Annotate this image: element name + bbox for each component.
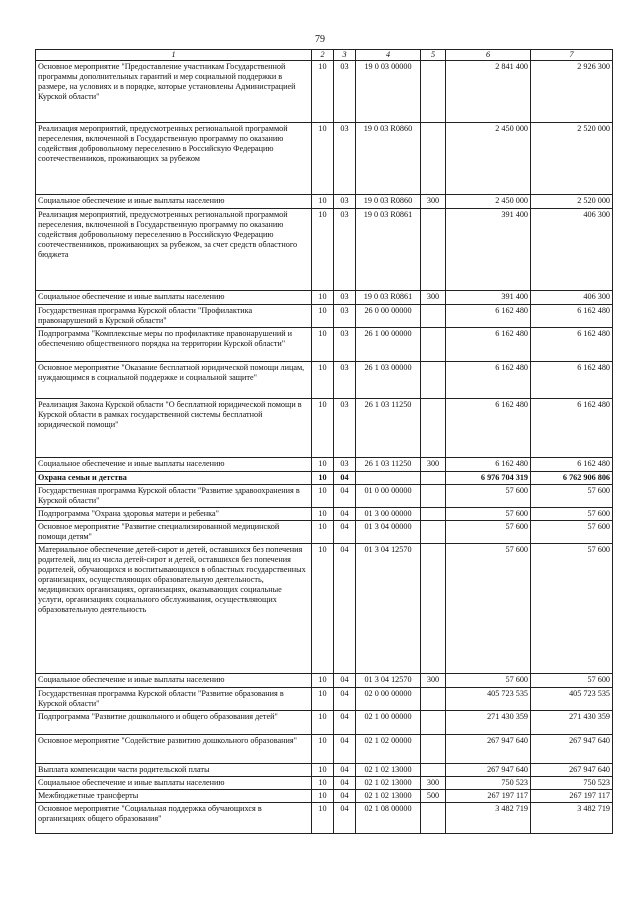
cell-amount-year2: 267 197 117 [531,790,613,803]
table-row [36,472,613,485]
cell-amount-year2: 406 300 [531,291,613,305]
cell-name: Государственная программа Курской области "Профилактика правонарушений в Курской области" [36,305,312,328]
cell-amount-year2: 6 162 480 [531,399,613,458]
cell-expense-type: 300 [421,777,446,790]
table-row [36,735,613,764]
cell-target-article: 19 0 03 R0861 [356,291,421,305]
cell-amount-year2: 2 520 000 [531,123,613,195]
cell-target-article: 02 0 00 00000 [356,688,421,711]
cell-expense-type [421,544,446,674]
table-row [36,328,613,362]
cell-section: 10 [312,688,334,711]
cell-section: 10 [312,209,334,291]
cell-expense-type [421,328,446,362]
cell-target-article: 01 3 04 12570 [356,544,421,674]
cell-expense-type [421,711,446,735]
cell-amount-year2: 2 520 000 [531,195,613,209]
cell-name: Государственная программа Курской области "Развитие здравоохранения в Курской области" [36,485,312,508]
cell-amount-year2: 57 600 [531,508,613,521]
cell-subsection: 04 [334,688,356,711]
cell-amount-year2: 271 430 359 [531,711,613,735]
cell-subsection: 04 [334,803,356,834]
cell-amount-year1: 6 162 480 [446,362,531,399]
cell-subsection: 03 [334,195,356,209]
cell-name: Реализация Закона Курской области "О бесплатной юридической помощи в Курской области в рамках государственной системы бесплатной юридической помощи" [36,399,312,458]
table-row [36,777,613,790]
cell-target-article: 01 3 04 00000 [356,521,421,544]
cell-subsection: 03 [334,123,356,195]
cell-subsection: 04 [334,790,356,803]
header-cell: 5 [421,50,446,61]
table-row [36,521,613,544]
cell-amount-year2: 6 162 480 [531,458,613,472]
cell-amount-year2: 6 162 480 [531,328,613,362]
cell-target-article: 26 1 03 11250 [356,399,421,458]
cell-amount-year1: 57 600 [446,674,531,688]
budget-table [35,49,613,834]
cell-section: 10 [312,458,334,472]
cell-name: Подпрограмма "Охрана здоровья матери и ребенка" [36,508,312,521]
cell-amount-year2: 6 162 480 [531,362,613,399]
cell-expense-type: 300 [421,458,446,472]
cell-amount-year2: 57 600 [531,674,613,688]
cell-amount-year1: 57 600 [446,485,531,508]
table-row [36,485,613,508]
cell-target-article: 19 0 03 00000 [356,61,421,123]
table-row [36,711,613,735]
cell-section: 10 [312,399,334,458]
table-row [36,291,613,305]
cell-target-article: 02 1 02 13000 [356,764,421,777]
table-row [36,61,613,123]
table-row [36,305,613,328]
cell-amount-year2: 405 723 535 [531,688,613,711]
cell-amount-year1: 267 197 117 [446,790,531,803]
cell-name: Основное мероприятие "Оказание бесплатной юридической помощи лицам, нуждающимся в социальной поддержке и социальной защите" [36,362,312,399]
cell-expense-type [421,764,446,777]
cell-subsection: 04 [334,711,356,735]
cell-target-article: 19 0 03 R0860 [356,195,421,209]
cell-expense-type [421,362,446,399]
cell-subsection: 03 [334,399,356,458]
cell-subsection: 04 [334,472,356,485]
cell-expense-type [421,485,446,508]
cell-subsection: 03 [334,362,356,399]
table-body [36,61,613,834]
cell-amount-year1: 6 162 480 [446,328,531,362]
cell-target-article: 26 1 03 00000 [356,362,421,399]
cell-name: Реализация мероприятий, предусмотренных региональной программой переселения, включенной в Государственную программу по оказанию содействия добровольному переселению в Российскую Федерацию соотечественников, проживающих за рубежом [36,123,312,195]
cell-section: 10 [312,674,334,688]
table-row [36,399,613,458]
cell-amount-year1: 2 450 000 [446,195,531,209]
cell-section: 10 [312,485,334,508]
cell-section: 10 [312,328,334,362]
cell-name: Социальное обеспечение и иные выплаты населению [36,291,312,305]
cell-name: Охрана семьи и детства [36,472,312,485]
table-row [36,209,613,291]
header-cell: 1 [36,50,312,61]
cell-target-article: 01 0 00 00000 [356,485,421,508]
cell-section: 10 [312,472,334,485]
cell-name: Выплата компенсации части родительской платы [36,764,312,777]
header-cell: 2 [312,50,334,61]
cell-expense-type [421,521,446,544]
cell-subsection: 03 [334,291,356,305]
cell-section: 10 [312,195,334,209]
cell-amount-year1: 57 600 [446,544,531,674]
table-row [36,688,613,711]
cell-amount-year1: 391 400 [446,209,531,291]
cell-section: 10 [312,61,334,123]
cell-expense-type: 300 [421,674,446,688]
cell-section: 10 [312,790,334,803]
table-row [36,544,613,674]
header-cell: 4 [356,50,421,61]
cell-target-article: 02 1 08 00000 [356,803,421,834]
cell-section: 10 [312,711,334,735]
cell-expense-type [421,688,446,711]
cell-amount-year1: 405 723 535 [446,688,531,711]
cell-amount-year1: 2 841 400 [446,61,531,123]
cell-subsection: 04 [334,485,356,508]
cell-target-article: 02 1 02 00000 [356,735,421,764]
cell-amount-year1: 57 600 [446,521,531,544]
table-row [36,195,613,209]
cell-name: Подпрограмма "Развитие дошкольного и общего образования детей" [36,711,312,735]
cell-expense-type [421,803,446,834]
cell-name: Подпрограмма "Комплексные меры по профилактике правонарушений и обеспечению общественного порядка на территории Курской области" [36,328,312,362]
cell-target-article: 26 1 03 11250 [356,458,421,472]
cell-section: 10 [312,123,334,195]
cell-amount-year2: 6 762 906 806 [531,472,613,485]
cell-amount-year2: 6 162 480 [531,305,613,328]
cell-section: 10 [312,305,334,328]
cell-amount-year1: 271 430 359 [446,711,531,735]
cell-amount-year2: 57 600 [531,521,613,544]
cell-amount-year1: 57 600 [446,508,531,521]
cell-subsection: 04 [334,735,356,764]
cell-section: 10 [312,777,334,790]
header-cell: 3 [334,50,356,61]
cell-subsection: 04 [334,777,356,790]
table-row [36,508,613,521]
table-row [36,803,613,834]
cell-expense-type [421,508,446,521]
cell-target-article: 26 0 00 00000 [356,305,421,328]
cell-subsection: 03 [334,209,356,291]
cell-name: Социальное обеспечение и иные выплаты населению [36,195,312,209]
cell-subsection: 03 [334,305,356,328]
cell-target-article: 26 1 00 00000 [356,328,421,362]
cell-amount-year2: 267 947 640 [531,735,613,764]
cell-amount-year2: 267 947 640 [531,764,613,777]
cell-target-article: 02 1 02 13000 [356,790,421,803]
cell-expense-type [421,209,446,291]
cell-section: 10 [312,544,334,674]
cell-section: 10 [312,803,334,834]
table-row [36,764,613,777]
cell-amount-year2: 57 600 [531,544,613,674]
cell-subsection: 04 [334,521,356,544]
cell-name: Основное мероприятие "Социальная поддержка обучающихся в организациях общего образования" [36,803,312,834]
cell-target-article: 01 3 00 00000 [356,508,421,521]
cell-name: Основное мероприятие "Содействие развитию дошкольного образования" [36,735,312,764]
cell-expense-type [421,305,446,328]
cell-amount-year1: 6 976 704 319 [446,472,531,485]
cell-amount-year2: 57 600 [531,485,613,508]
cell-name: Социальное обеспечение и иные выплаты населению [36,458,312,472]
cell-amount-year2: 750 523 [531,777,613,790]
cell-section: 10 [312,764,334,777]
cell-amount-year1: 6 162 480 [446,399,531,458]
cell-subsection: 04 [334,544,356,674]
cell-target-article: 19 0 03 R0861 [356,209,421,291]
header-cell: 7 [531,50,613,61]
cell-target-article: 01 3 04 12570 [356,674,421,688]
cell-target-article: 02 1 00 00000 [356,711,421,735]
cell-amount-year2: 406 300 [531,209,613,291]
cell-name: Государственная программа Курской области "Развитие образования в Курской области" [36,688,312,711]
cell-subsection: 03 [334,458,356,472]
cell-expense-type [421,472,446,485]
table-row [36,790,613,803]
cell-name: Межбюджетные трансферты [36,790,312,803]
cell-expense-type [421,399,446,458]
table-row [36,123,613,195]
cell-section: 10 [312,735,334,764]
table-row [36,458,613,472]
cell-amount-year1: 267 947 640 [446,735,531,764]
cell-subsection: 03 [334,328,356,362]
cell-section: 10 [312,521,334,544]
cell-amount-year1: 750 523 [446,777,531,790]
cell-amount-year1: 267 947 640 [446,764,531,777]
cell-amount-year1: 6 162 480 [446,305,531,328]
cell-amount-year2: 2 926 300 [531,61,613,123]
header-cell: 6 [446,50,531,61]
header-row [36,50,613,61]
cell-name: Социальное обеспечение и иные выплаты населению [36,777,312,790]
cell-name: Материальное обеспечение детей-сирот и детей, оставшихся без попечения родителей, лиц из числа детей-сирот и детей, оставшихся без попечения родителей, обучающихся и воспитывающихся в областных государственных организациях, осуществляющих образовательную деятельность, медицинских организациях, организациях, оказывающих социальные услуги, организациях социального обслуживания, осуществляющих образовательную деятельность [36,544,312,674]
cell-target-article: 19 0 03 R0860 [356,123,421,195]
cell-amount-year2: 3 482 719 [531,803,613,834]
table-row [36,362,613,399]
cell-expense-type [421,61,446,123]
page-number: 79 [315,34,325,45]
cell-name: Реализация мероприятий, предусмотренных региональной программой переселения, включенной в Государственную программу по оказанию содействия добровольному переселению в Российскую Федерацию соотечественников, проживающих за рубежом, за счет средств областного бюджета [36,209,312,291]
cell-amount-year1: 3 482 719 [446,803,531,834]
cell-name: Социальное обеспечение и иные выплаты населению [36,674,312,688]
cell-subsection: 03 [334,61,356,123]
cell-section: 10 [312,362,334,399]
cell-section: 10 [312,291,334,305]
cell-expense-type: 300 [421,291,446,305]
cell-amount-year1: 391 400 [446,291,531,305]
cell-expense-type [421,123,446,195]
table-row [36,674,613,688]
cell-expense-type: 500 [421,790,446,803]
cell-amount-year1: 2 450 000 [446,123,531,195]
cell-section: 10 [312,508,334,521]
cell-subsection: 04 [334,508,356,521]
cell-expense-type [421,735,446,764]
cell-target-article [356,472,421,485]
cell-subsection: 04 [334,674,356,688]
cell-amount-year1: 6 162 480 [446,458,531,472]
cell-name: Основное мероприятие "Предоставление участникам Государственной программы дополнительных гарантий и мер социальной поддержки в размере, на условиях и в порядке, которые установлены Администрацией Курской области" [36,61,312,123]
cell-name: Основное мероприятие "Развитие специализированной медицинской помощи детям" [36,521,312,544]
cell-target-article: 02 1 02 13000 [356,777,421,790]
cell-subsection: 04 [334,764,356,777]
cell-expense-type: 300 [421,195,446,209]
